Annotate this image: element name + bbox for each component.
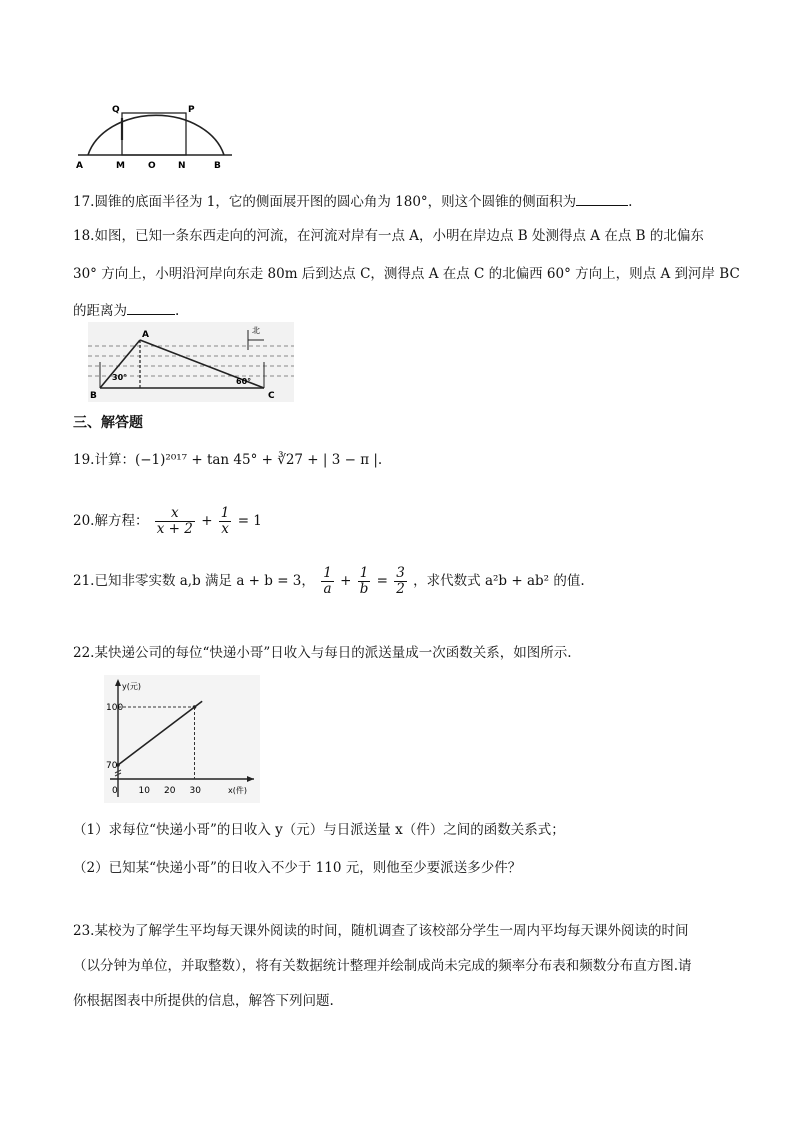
- fraction-denominator: 2: [396, 581, 405, 597]
- fig18-angle-30: 30°: [112, 373, 128, 382]
- fraction-1-over-x: [219, 506, 232, 537]
- fraction-denominator: x: [221, 521, 229, 537]
- fig16-label-a: A: [76, 161, 83, 171]
- question-20: [73, 506, 262, 537]
- fraction-numerator: 1: [358, 566, 371, 582]
- fig18-label-a: A: [142, 330, 149, 340]
- answer-blank-18[interactable]: [127, 300, 175, 315]
- fig16-label-n: N: [178, 161, 186, 171]
- plus-sign: +: [340, 573, 352, 589]
- question-22: 22.某快递公司的每位“快递小哥”日收入与每日的派送量成一次函数关系，如图所示.: [73, 645, 572, 661]
- equation-rhs: = 1: [237, 513, 262, 529]
- question-20-prefix: 20.解方程：: [73, 513, 149, 529]
- fig18-angle-60: 60°: [236, 377, 252, 386]
- fraction-1-over-a: [321, 566, 334, 597]
- y-tick-label: 100: [106, 703, 124, 713]
- question-23-line1: 23.某校为了解学生平均每天课外阅读的时间，随机调查了该校部分学生一周内平均每天课外阅读的时间: [73, 923, 689, 939]
- fraction-numerator: 1: [220, 505, 230, 521]
- question-17-text: 17.圆锥的底面半径为 1，它的侧面展开图的圆心角为 180°，则这个圆锥的侧面积为: [73, 194, 577, 210]
- fig16-label-b: B: [214, 161, 221, 171]
- fig18-label-c: C: [268, 391, 275, 401]
- question-18-line1: 18.如图，已知一条东西走向的河流，在河流对岸有一点 A，小明在岸边点 B 处测得点 A 在点 B 的北偏东: [73, 228, 704, 244]
- fig16-label-o: O: [148, 161, 156, 171]
- question-18-line2: 30° 方向上，小明沿河岸向东走 80m 后到达点 C，测得点 A 在点 C 的北偏西 60° 方向上，则点 A 到河岸 BC: [73, 266, 740, 282]
- question-22-part2: （2）已知某“快递小哥”的日收入不少于 110 元，则他至少要派送多少件？: [73, 860, 522, 876]
- fig16-label-m: M: [116, 161, 125, 171]
- x-axis-label: x(件): [228, 786, 247, 795]
- fraction-denominator: a: [323, 581, 332, 597]
- fraction-3-over-2: [394, 566, 407, 597]
- question-21-suffix: ，求代数式 a²b + ab² 的值.: [413, 573, 585, 589]
- fig18-label-north: 北: [252, 326, 260, 335]
- fig16-label-q: Q: [112, 105, 120, 115]
- section-heading: 三、解答题: [73, 415, 143, 431]
- x-tick-label: 0: [112, 786, 118, 796]
- question-18-end: .: [175, 303, 180, 319]
- equals-sign: =: [376, 573, 388, 589]
- question-23-line3: 你根据图表中所提供的信息，解答下列问题.: [73, 993, 334, 1009]
- question-19: 19.计算：(−1)²⁰¹⁷ + tan 45° + ∛27 + | 3 − π |.: [73, 452, 383, 468]
- income-chart: [104, 675, 260, 803]
- question-23-line2: （以分钟为单位，并取整数），将有关数据统计整理并绘制成尚未完成的频率分布表和频数分布直方图.请: [73, 958, 692, 974]
- question-18-line3-text: 的距离为: [73, 303, 127, 319]
- y-tick-label: 70: [106, 761, 118, 771]
- data-point: [193, 705, 197, 709]
- y-axis-label: y(元): [122, 682, 141, 691]
- question-21: [73, 566, 585, 597]
- fraction-denominator: b: [359, 581, 369, 597]
- fraction-numerator: 1: [323, 565, 332, 581]
- river-figure: [88, 322, 294, 402]
- answer-blank-17[interactable]: [576, 191, 628, 206]
- fraction-numerator: 3: [396, 565, 405, 581]
- x-tick-label: 20: [164, 786, 176, 796]
- fig18-label-b: B: [90, 391, 97, 401]
- question-21-prefix: 21.已知非零实数 a,b 满足 a + b = 3，: [73, 573, 315, 589]
- question-22-part1: （1）求每位“快递小哥”的日收入 y（元）与日派送量 x（件）之间的函数关系式；: [73, 822, 565, 838]
- fraction-x-over-x-plus-2: [155, 506, 195, 537]
- question-17: [73, 191, 632, 212]
- fig16-label-p: P: [188, 105, 195, 115]
- plus-sign: +: [201, 513, 213, 529]
- question-18-line3: [73, 300, 179, 321]
- fraction-1-over-b: [358, 566, 371, 597]
- fraction-numerator: x: [155, 506, 195, 522]
- x-tick-label: 30: [189, 786, 201, 796]
- fraction-denominator: x + 2: [156, 521, 193, 537]
- question-17-end: .: [628, 194, 633, 210]
- semicircle-figure: [72, 100, 242, 172]
- x-tick-label: 10: [138, 786, 150, 796]
